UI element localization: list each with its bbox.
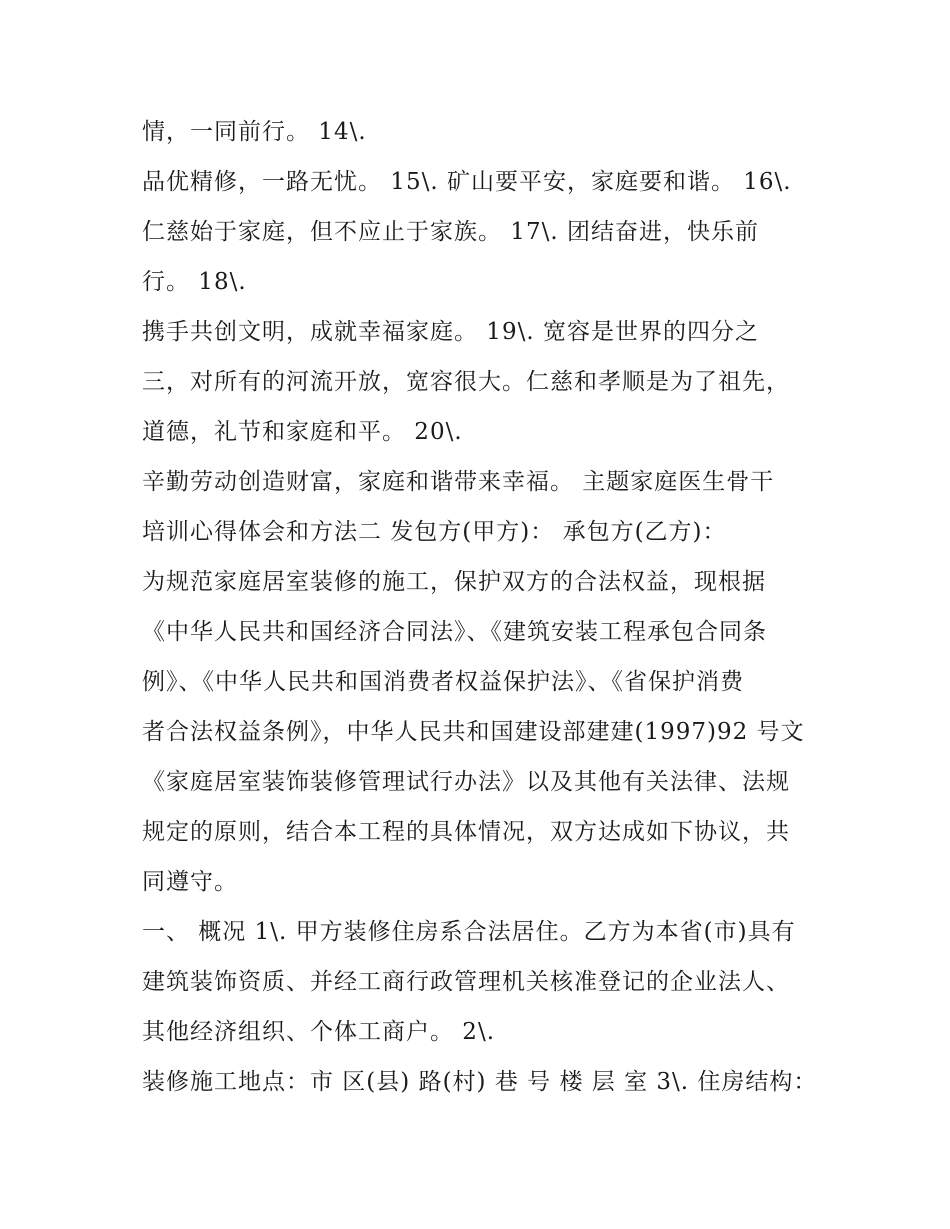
text-line: 《家庭居室装饰装修管理试行办法》以及其他有关法律、法规 (142, 769, 790, 795)
text-line: 培训心得体会和方法二 发包方(甲方)： 承包方(乙方)： (142, 519, 727, 545)
text-line: 携手共创文明，成就幸福家庭。 19\. 宽容是世界的四分之 (142, 319, 759, 345)
text-line: 同遵守。 (142, 869, 238, 895)
text-line: 情，一同前行。 14\. (142, 119, 367, 145)
text-line: 《中华人民共和国经济合同法》、《建筑安装工程承包合同条 (142, 619, 767, 645)
text-line: 规定的原则，结合本工程的具体情况，双方达成如下协议，共 (142, 819, 790, 845)
text-line: 辛勤劳动创造财富，家庭和谐带来幸福。 主题家庭医生骨干 (142, 469, 775, 495)
text-line: 一、 概况 1\. 甲方装修住房系合法居住。乙方为本省(市)具有 (142, 919, 796, 945)
text-line: 装修施工地点：市 区(县) 路(村) 巷 号 楼 层 室 3\. 住房结构： (142, 1069, 818, 1095)
text-line: 建筑装饰资质、并经工商行政管理机关核准登记的企业法人、 (142, 969, 790, 995)
text-line: 为规范家庭居室装修的施工，保护双方的合法权益，现根据 (142, 569, 766, 595)
text-line: 行。 18\. (142, 269, 247, 295)
text-line: 品优精修，一路无忧。 15\. 矿山要平安，家庭要和谐。 16\. (142, 169, 792, 195)
text-line: 者合法权益条例》，中华人民共和国建设部建建(1997)92 号文 (142, 719, 805, 745)
text-line: 仁慈始于家庭，但不应止于家族。 17\. 团结奋进，快乐前 (142, 219, 759, 245)
text-line: 例》、《中华人民共和国消费者权益保护法》、《省保护消费 (142, 669, 744, 695)
text-line: 三，对所有的河流开放，宽容很大。仁慈和孝顺是为了祖先， (142, 369, 790, 395)
text-line: 道德，礼节和家庭和平。 20\. (142, 419, 463, 445)
text-line: 其他经济组织、个体工商户。 2\. (142, 1019, 496, 1045)
